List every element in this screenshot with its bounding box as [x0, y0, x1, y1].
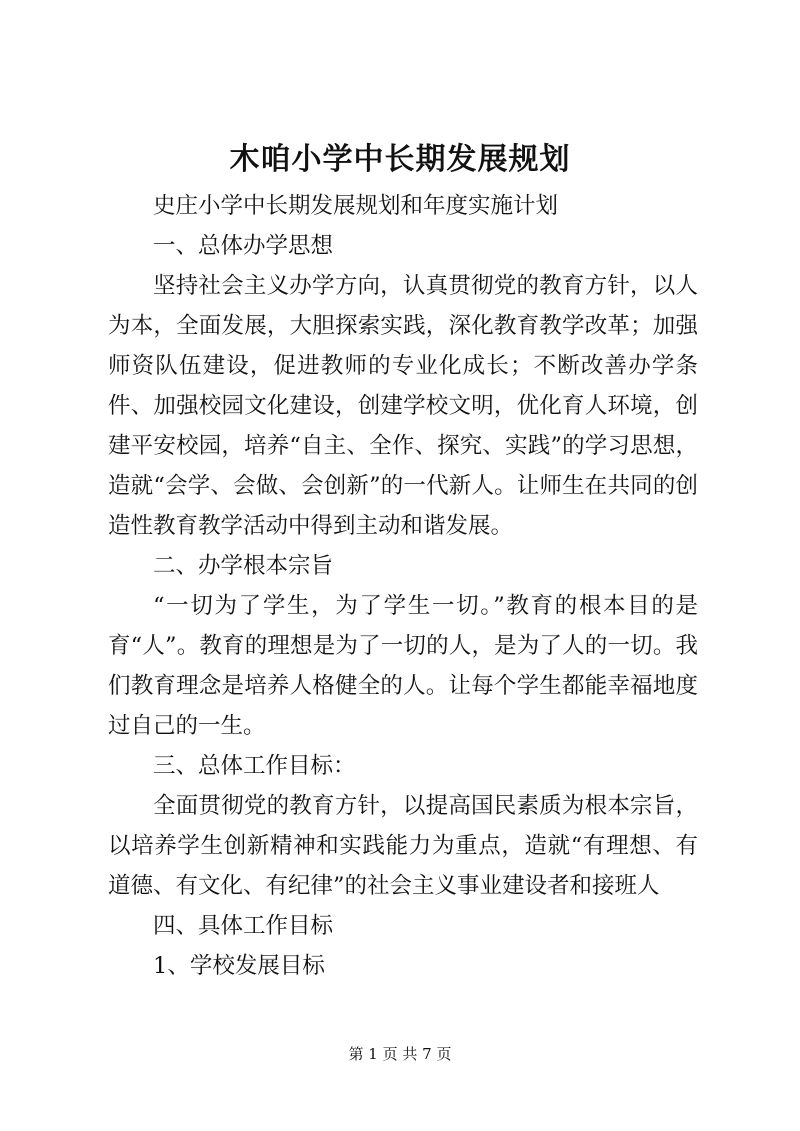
section-heading-1: 一、总体办学思想 — [153, 233, 334, 259]
body-paragraph-1: 坚持社会主义办学方向，认真贯彻党的教育方针，以人为本，全面发展，大胆探索实践，深化教育教学改革；加强师资队伍建设，促进教师的专业化成长；不断改善办学条件、加强校园文化建设，创建学校文明，优化育人环境，创建平安校园，培养“自主、全作、探究、实践”的学习思想，造就“会学、会做、会创新”的一代新人。让师生在共同的创造性教育教学活动中得到主动和谐发展。 — [108, 273, 698, 539]
section-heading-4: 四、具体工作目标 — [153, 913, 334, 939]
subsection-heading-1: 1、学校发展目标 — [153, 953, 325, 979]
body-paragraph-3: 全面贯彻党的教育方针，以提高国民素质为根本宗旨，以培养学生创新精神和实践能力为重点，造就“有理想、有道德、有文化、有纪律”的社会主义事业建设者和接班人 — [108, 793, 698, 899]
section-heading-2: 二、办学根本宗旨 — [153, 553, 334, 579]
document-title: 木咱小学中长期发展规划 — [229, 142, 571, 177]
page-number-footer: 第 1 页 共 7 页 — [348, 1045, 452, 1063]
body-paragraph-2: “一切为了学生，为了学生一切。”教育的根本目的是育“人”。教育的理想是为了一切的人，是为了人的一切。我们教育理念是培养人格健全的人。让每个学生都能幸福地度过自己的一生。 — [108, 593, 698, 739]
section-heading-3: 三、总体工作目标： — [153, 753, 356, 779]
document-body — [108, 186, 698, 986]
subtitle-paragraph: 史庄小学中长期发展规划和年度实施计划 — [153, 193, 559, 219]
